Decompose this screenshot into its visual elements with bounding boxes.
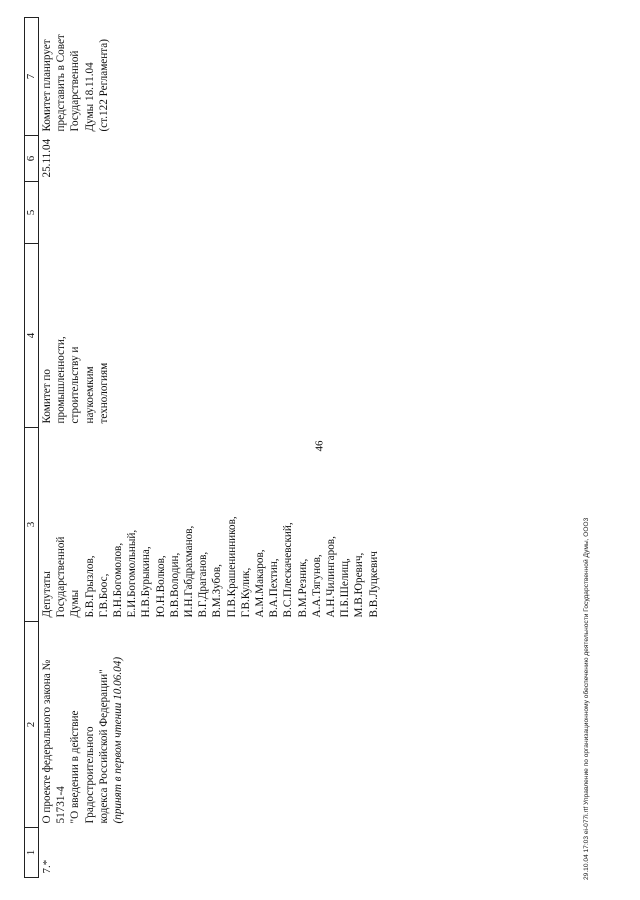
author-name: Г.В.Кулик, [239, 567, 252, 618]
adopted-note: (принят в первом чтении 10.06.04) [112, 656, 125, 824]
committee-line: строительству и [69, 346, 82, 424]
column-number: 5 [25, 182, 39, 244]
date-cell [39, 136, 382, 182]
author-name: В.В.Луцкевич [367, 551, 380, 618]
note-line: представить в Совет [55, 34, 68, 132]
bill-title-line: "О введении в действие Градостроительного [69, 710, 96, 824]
item-number: 7.* [41, 859, 53, 874]
committee-line: наукоемким [83, 366, 96, 424]
author-name: Б.В.Грызлов, [83, 555, 96, 618]
date-value: 25.11.04 [41, 138, 53, 178]
note-line: Государственной [69, 50, 82, 132]
authors-header-line: Государственной [55, 536, 68, 618]
note-line: (ст.122 Регламента) [97, 39, 110, 132]
author-name: Е.И.Богомольный, [126, 529, 139, 618]
author-name: Н.В.Бурыкина, [140, 546, 153, 618]
column-number: 1 [25, 828, 39, 878]
author-name: П.Б.Шелищ, [339, 558, 352, 618]
author-name: А.А.Тягунов, [310, 554, 323, 618]
item-number-cell [39, 828, 382, 878]
column-number-header [25, 18, 39, 878]
committee-line: технологиям [97, 362, 110, 424]
column-number: 4 [25, 244, 39, 428]
table-row [39, 18, 382, 878]
bill-title-cell [39, 622, 382, 828]
author-name: В.Н.Богомолов, [112, 542, 125, 618]
author-name: А.Н.Чилингаров, [325, 536, 338, 618]
column-5-cell [39, 182, 382, 244]
print-footer: 29.10.04 17:03 ei-077i.rtf Управление по организационному обеспечению деятельности Государственной Думы, ООО3 [583, 517, 590, 880]
bill-title-line: кодекса Российской Федерации" [97, 669, 110, 824]
author-name: В.С.Плескачевский, [282, 522, 295, 618]
author-name: Ю.Н.Волков, [154, 555, 167, 618]
page-number: 46 [313, 440, 326, 452]
document-table-frame [24, 18, 624, 878]
author-name: П.В.Крашенинников, [225, 516, 238, 618]
note-line: Комитет планирует [41, 39, 53, 132]
committee-cell [39, 244, 382, 428]
author-name: И.Н.Габдрахманов, [183, 525, 196, 618]
authors-cell [39, 428, 382, 622]
column-number: 2 [25, 622, 39, 828]
committee-line: Комитет по [41, 369, 53, 424]
author-name: В.Г.Драганов, [197, 551, 210, 618]
authors-header-line: Депутаты [41, 571, 53, 618]
bill-title-line: О проекте федерального закона № 51731-4 [41, 659, 68, 824]
author-name: В.М.Зубов, [211, 564, 224, 618]
note-cell [39, 18, 382, 136]
author-name: М.В.Юревич, [353, 552, 366, 618]
column-number: 3 [25, 428, 39, 622]
note-line: Думы 18.11.04 [83, 62, 96, 132]
committee-line: промышленности, [55, 336, 68, 424]
column-number: 6 [25, 136, 39, 182]
author-name: В.М.Резник, [296, 558, 309, 618]
author-name: А.М.Макаров, [254, 549, 267, 618]
author-name: В.В.Володин, [168, 552, 181, 618]
author-name: Г.В.Боос, [97, 573, 110, 618]
authors-header-line: Думы [69, 589, 82, 618]
column-number: 7 [25, 18, 39, 136]
author-name: В.А.Пехтин, [268, 558, 281, 618]
bill-table [24, 17, 382, 878]
